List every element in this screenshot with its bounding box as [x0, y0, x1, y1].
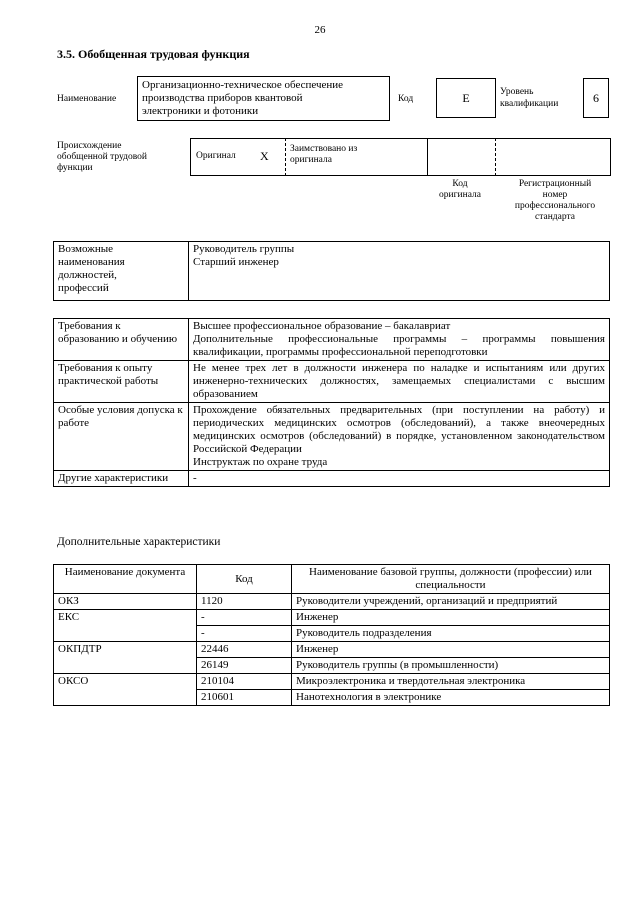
- positions-label-line: Возможные: [58, 243, 113, 255]
- positions-label-line: должностей,: [58, 269, 117, 281]
- origin-row-border: [190, 138, 610, 176]
- header-document: Наименование документа: [54, 565, 197, 594]
- table-row: [54, 403, 610, 471]
- caption-line: профессионального: [514, 201, 596, 211]
- table-row: [54, 674, 610, 690]
- divider: [285, 138, 286, 176]
- position-item: Руководитель группы: [193, 243, 295, 255]
- origin-label: [57, 141, 187, 174]
- caption-line: оригинала: [439, 190, 481, 200]
- requirement-label: Особые условия допуска к работе: [54, 403, 189, 471]
- caption-line: номер: [542, 190, 568, 200]
- header-name: Наименование базовой группы, должности (профессии) или специальности: [292, 565, 610, 594]
- borrowed-label: [290, 144, 357, 166]
- table-header-row: [54, 565, 610, 594]
- requirement-line: Высшее профессиональное образование – бакалавриат: [193, 320, 451, 332]
- level-label-line: Уровень: [500, 87, 534, 97]
- name-cell: Руководители учреждений, организаций и предприятий: [292, 594, 610, 610]
- level-label-line: квалификации: [500, 99, 559, 109]
- function-name-box: [137, 76, 390, 121]
- caption-original-code: [425, 179, 495, 201]
- code-value-box: [436, 78, 496, 118]
- borrowed-label-line: Заимствовано из: [290, 144, 358, 154]
- positions-label-cell: [54, 242, 189, 301]
- borrowed-label-line: оригинала: [290, 155, 332, 165]
- requirement-label: Требования к образованию и обучению: [54, 319, 189, 361]
- requirement-value: [189, 403, 610, 471]
- header-code: Код: [197, 565, 292, 594]
- doc-cell: ОКСО: [54, 674, 197, 706]
- table-row: [54, 642, 610, 658]
- code-cell: 1120: [197, 594, 292, 610]
- original-mark: X: [260, 149, 269, 163]
- divider: [427, 138, 428, 176]
- additional-table: [53, 564, 610, 706]
- divider: [610, 138, 611, 176]
- additional-title: Дополнительные характеристики: [57, 536, 221, 548]
- divider: [495, 138, 496, 176]
- doc-cell: ОКПДТР: [54, 642, 197, 674]
- caption-registration-number: [500, 179, 610, 223]
- positions-label-line: профессий: [58, 282, 109, 294]
- requirement-line: Не менее трех лет в должности инженера по наладке и испытаниям или других инженерно-технических должностях, замещаемых специалистами с высшим образованием: [193, 362, 605, 400]
- table-row: [54, 361, 610, 403]
- level-value: 6: [593, 90, 599, 105]
- code-cell: 210104: [197, 674, 292, 690]
- code-cell: 26149: [197, 658, 292, 674]
- table-row: [54, 319, 610, 361]
- position-item: Старший инженер: [193, 256, 279, 268]
- function-name-line: электроники и фотоники: [142, 105, 259, 117]
- name-cell: Нанотехнология в электронике: [292, 690, 610, 706]
- requirement-line: Прохождение обязательных предварительных (при поступлении на работу) и периодических медицинских осмотров (обследований), а также внеочередных медицинских осмотров (обследований) в порядке, установленном законодательством Российской Федерации: [193, 404, 605, 455]
- function-name-line: производства приборов квантовой: [142, 92, 303, 104]
- origin-row: [190, 138, 610, 176]
- requirement-line: Инструктаж по охране труда: [193, 456, 328, 468]
- name-cell: Инженер: [292, 642, 610, 658]
- requirement-line: Дополнительные профессиональные программы – программы повышения квалификации, программы профессиональной переподготовки: [193, 333, 605, 358]
- code-cell: -: [197, 626, 292, 642]
- caption-line: стандарта: [535, 212, 575, 222]
- code-value: E: [462, 90, 470, 105]
- requirement-value: [189, 471, 610, 487]
- requirement-value: [189, 319, 610, 361]
- requirement-value: [189, 361, 610, 403]
- origin-label-line: функции: [57, 163, 93, 173]
- original-label: Оригинал: [196, 151, 236, 161]
- name-cell: Микроэлектроника и твердотельная электроника: [292, 674, 610, 690]
- section-title: 3.5. Обобщенная трудовая функция: [57, 47, 250, 61]
- function-name-line: Организационно-техническое обеспечение: [142, 79, 344, 91]
- code-cell: 210601: [197, 690, 292, 706]
- code-cell: -: [197, 610, 292, 626]
- positions-label-line: наименования: [58, 256, 125, 268]
- table-row: [54, 594, 610, 610]
- level-label: [500, 86, 558, 110]
- origin-label-line: обобщенной трудовой: [57, 152, 147, 162]
- divider: [190, 138, 191, 176]
- positions-table: [53, 241, 610, 301]
- table-row: [54, 471, 610, 487]
- requirement-line: -: [193, 472, 197, 484]
- table-row: [54, 610, 610, 626]
- level-value-box: [583, 78, 609, 118]
- table-row: [54, 242, 610, 301]
- code-label: Код: [398, 94, 414, 104]
- requirement-label: Требования к опыту практической работы: [54, 361, 189, 403]
- caption-line: Регистрационный: [518, 179, 592, 189]
- name-cell: Руководитель группы (в промышленности): [292, 658, 610, 674]
- origin-label-line: Происхождение: [57, 141, 122, 151]
- doc-cell: ЕКС: [54, 610, 197, 642]
- code-cell: 22446: [197, 642, 292, 658]
- name-cell: Инженер: [292, 610, 610, 626]
- requirements-table: [53, 318, 610, 487]
- name-label: Наименование: [57, 94, 117, 104]
- positions-value-cell: [189, 242, 610, 301]
- caption-line: Код: [452, 179, 468, 189]
- doc-cell: ОКЗ: [54, 594, 197, 610]
- name-cell: Руководитель подразделения: [292, 626, 610, 642]
- requirement-label: Другие характеристики: [54, 471, 189, 487]
- page-number: 26: [314, 24, 326, 36]
